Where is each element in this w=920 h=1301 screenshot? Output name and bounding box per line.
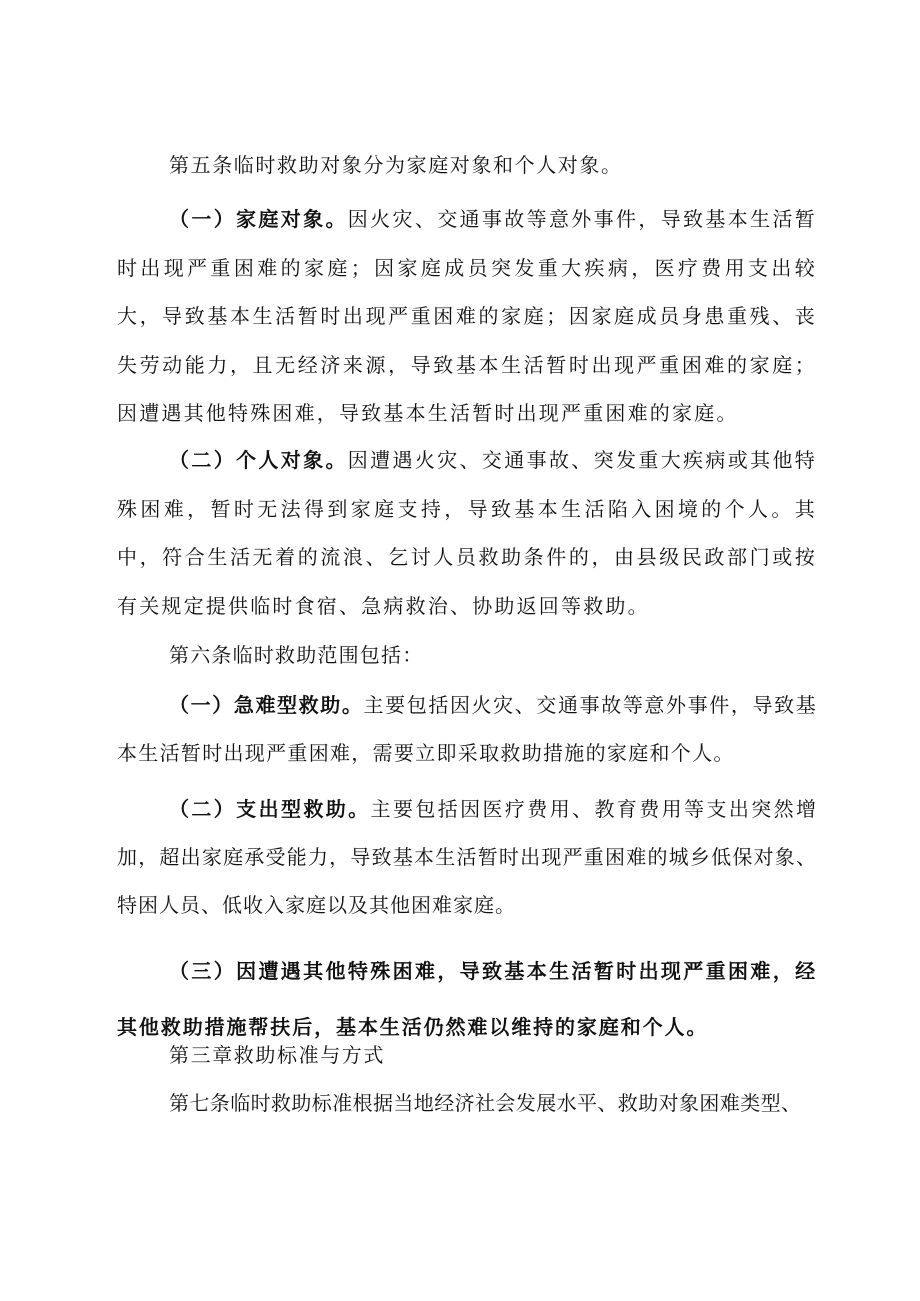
expense-aid-heading: （二）支出型救助。 — [169, 797, 371, 821]
chapter-3-heading — [117, 1040, 817, 1070]
individual-target-text: 因遭遇火灾、交通事故、突发重大疾病或其他特殊困难，暂时无法得到家庭支持，导致基本生活陷入困境的个人。其中，符合生活无着的流浪、乞讨人员救助条件的，由县级民政部门或按有关规定提供临时食宿、急病救治、协助返回等救助。 — [117, 448, 817, 618]
family-target-heading: （一）家庭对象。 — [169, 207, 348, 231]
urgent-aid-paragraph — [117, 681, 817, 777]
article-5-text: 第五条临时救助对象分为家庭对象和个人对象。 — [169, 153, 623, 177]
chapter-3-text: 第三章救助标准与方式 — [169, 1043, 385, 1067]
special-difficulty-text: （三）因遭遇其他特殊困难，导致基本生活暂时出现严重困难，经其他救助措施帮扶后，基本生活仍然难以维持的家庭和个人。 — [117, 959, 817, 1039]
family-target-text: 因火灾、交通事故等意外事件，导致基本生活暂时出现严重困难的家庭；因家庭成员突发重大疾病，医疗费用支出较大，导致基本生活暂时出现严重困难的家庭；因家庭成员身患重残、丧失劳动能力，且无经济来源，导致基本生活暂时出现严重困难的家庭；因遭遇其他特殊困难，导致基本生活暂时出现严重困难的家庭。 — [117, 207, 817, 426]
family-target-paragraph — [117, 195, 817, 438]
urgent-aid-heading: （一）急难型救助。 — [169, 693, 364, 717]
article-7-paragraph — [117, 1088, 817, 1118]
article-6-paragraph — [117, 640, 817, 670]
expense-aid-paragraph — [117, 785, 817, 929]
individual-target-paragraph — [117, 436, 817, 630]
individual-target-heading: （二）个人对象。 — [169, 448, 348, 472]
article-6-text: 第六条临时救助范围包括： — [169, 643, 424, 667]
expense-aid-text: 主要包括因医疗费用、教育费用等支出突然增加，超出家庭承受能力，导致基本生活暂时出现严重困难的城乡低保对象、特困人员、低收入家庭以及其他困难家庭。 — [117, 797, 818, 917]
article-7-text: 第七条临时救助标准根据当地经济社会发展水平、救助对象困难类型、 — [169, 1091, 802, 1115]
article-5-paragraph — [117, 150, 817, 180]
urgent-aid-text: 主要包括因火灾、交通事故等意外事件，导致基本生活暂时出现严重困难，需要立即采取救助措施的家庭和个人。 — [117, 693, 817, 765]
special-difficulty-paragraph — [117, 943, 817, 1055]
